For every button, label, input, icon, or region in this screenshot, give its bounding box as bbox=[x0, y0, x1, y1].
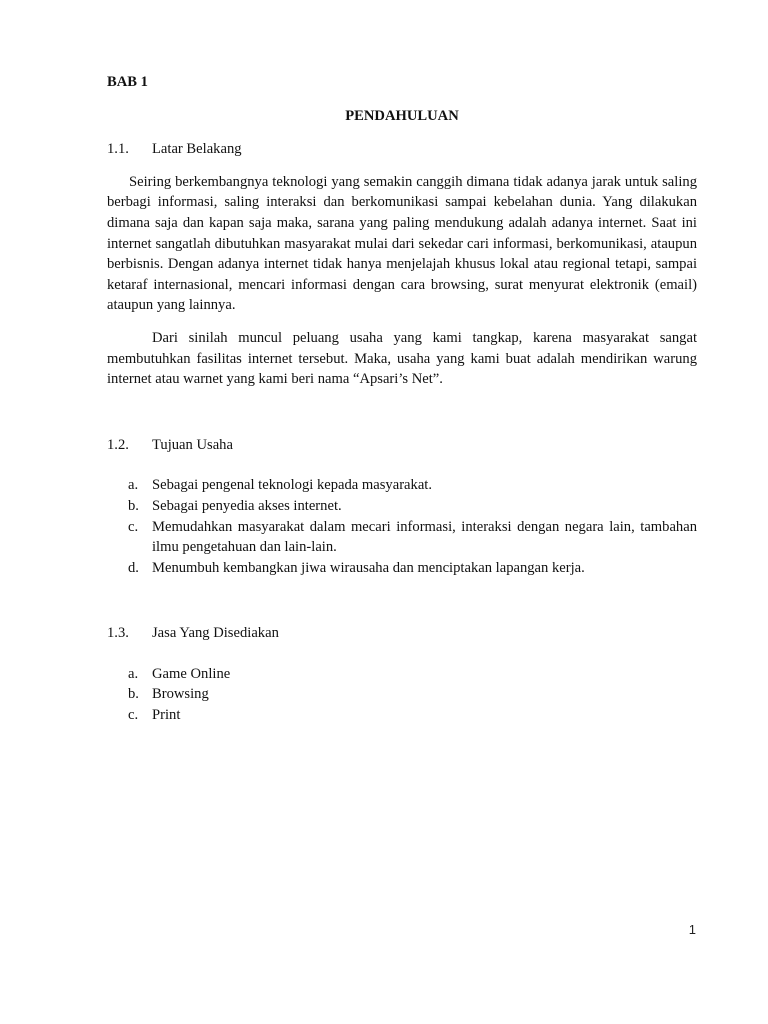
section-heading-jasa-yang-disediakan bbox=[107, 623, 697, 644]
page-title: PENDAHULUAN bbox=[345, 107, 459, 124]
list-item bbox=[107, 475, 697, 496]
section-heading-tujuan-usaha bbox=[107, 435, 697, 456]
list-item-text: Game Online bbox=[152, 665, 231, 682]
list-item bbox=[107, 705, 697, 726]
chapter-label: BAB 1 bbox=[107, 74, 148, 90]
list-marker: c. bbox=[128, 518, 139, 535]
list-marker: d. bbox=[128, 559, 139, 576]
list-marker: a. bbox=[128, 477, 139, 494]
list-item-text: Menumbuh kembangkan jiwa wirausaha dan menciptakan lapangan kerja. bbox=[152, 559, 585, 576]
list-item bbox=[107, 558, 697, 579]
list-item bbox=[107, 517, 697, 558]
list-item-text: Memudahkan masyarakat dalam mecari informasi, interaksi dengan negara lain, tambahan ilmu pengetahuan dan lain-lain. bbox=[152, 518, 697, 556]
paragraph: Seiring berkembangnya teknologi yang semakin canggih dimana tidak adanya jarak untuk saling berbagi informasi, saling interaksi dan berkomunikasi sampai kebelahan dunia. Yang dilakukan dimana saja dan kapan saja maka, sarana yang paling mendukung adalah adanya internet. Saat ini internet sangatlah dibutuhkan masyarakat mulai dari sekedar cari informasi, berkomunikasi, ataupun berbisnis. Dengan adanya internet tidak hanya menjelajah khusus lokal atau regional tetapi, sampai ketaraf internasional, mencari informasi dengan cara browsing, surat menyurat elektronik (email) ataupun yang lainnya. bbox=[107, 173, 697, 314]
section-title: Jasa Yang Disediakan bbox=[152, 625, 279, 642]
paragraph: Dari sinilah muncul peluang usaha yang kami tangkap, karena masyarakat sangat membutuhkan fasilitas internet tersebut. Maka, usaha yang kami buat adalah mendirikan warung internet atau warnet yang kami beri nama “Apsari’s Net”. bbox=[107, 329, 697, 388]
section-number: 1.3. bbox=[107, 625, 129, 642]
list-marker: a. bbox=[128, 665, 139, 682]
section-number: 1.2. bbox=[107, 436, 129, 453]
list-marker: c. bbox=[128, 707, 139, 724]
list-item bbox=[107, 664, 697, 685]
jasa-list bbox=[107, 664, 697, 726]
list-item bbox=[107, 684, 697, 705]
list-marker: b. bbox=[128, 497, 139, 514]
page-content bbox=[107, 72, 697, 726]
section-title: Latar Belakang bbox=[152, 141, 242, 158]
list-item-text: Browsing bbox=[152, 686, 209, 703]
list-item-text: Sebagai pengenal teknologi kepada masyarakat. bbox=[152, 477, 433, 494]
section-title: Tujuan Usaha bbox=[152, 436, 233, 453]
tujuan-usaha-list bbox=[107, 475, 697, 578]
section-number: 1.1. bbox=[107, 141, 129, 158]
list-item bbox=[107, 496, 697, 517]
list-item-text: Sebagai penyedia akses internet. bbox=[152, 497, 342, 514]
list-item-text: Print bbox=[152, 707, 181, 724]
page-number: 1 bbox=[688, 922, 696, 937]
section-heading-latar-belakang bbox=[107, 139, 697, 160]
list-marker: b. bbox=[128, 686, 139, 703]
